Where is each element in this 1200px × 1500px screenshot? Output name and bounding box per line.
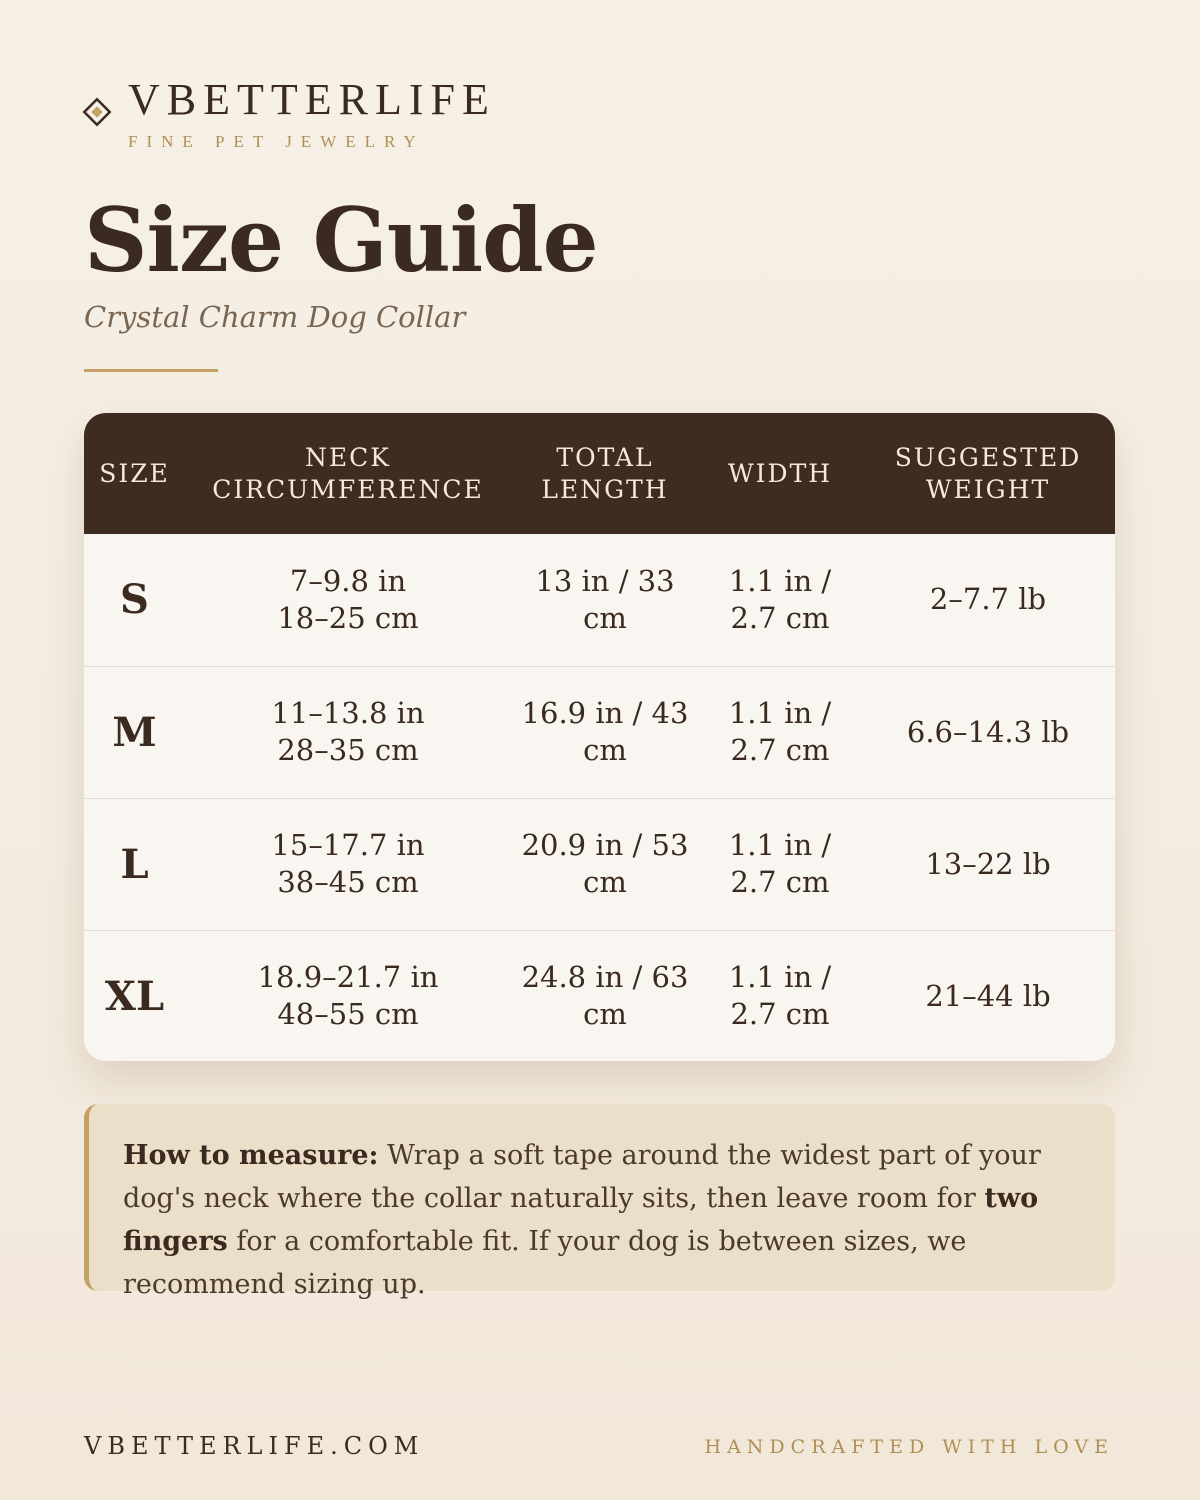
neck-in: 7–9.8 in — [289, 563, 407, 598]
length-cell: 24.8 in / 63 cm — [521, 960, 689, 1032]
brand-tagline: FINE PET JEWELRY — [128, 132, 425, 151]
header-suggested-weight: SUGGESTED WEIGHT — [894, 442, 1082, 504]
neck-cell — [185, 666, 511, 798]
note-text-after: for a comfortable fit. If your dog is between sizes, we recommend sizing up. — [123, 1226, 967, 1300]
header-total-length: TOTAL LENGTH — [541, 442, 669, 504]
size-label: XL — [104, 972, 165, 1020]
brand-name: VBETTERLIFE — [128, 75, 496, 124]
size-label: S — [120, 576, 149, 624]
neck-in: 11–13.8 in — [271, 696, 425, 730]
neck-cell — [185, 534, 511, 666]
footer-tagline: HANDCRAFTED WITH LOVE — [704, 1436, 1114, 1458]
table-row — [84, 534, 1115, 666]
header-width: WIDTH — [727, 458, 833, 488]
diamond-icon — [82, 97, 112, 127]
width-cell: 1.1 in / 2.7 cm — [728, 828, 832, 899]
weight-cell: 21–44 lb — [925, 978, 1051, 1013]
neck-cm: 28–35 cm — [277, 733, 419, 767]
title-divider — [84, 369, 218, 372]
table-row — [84, 930, 1115, 1061]
neck-cell — [185, 798, 511, 930]
neck-cm: 48–55 cm — [277, 997, 419, 1032]
note-text-before: Wrap a soft tape around the widest part of your dog's neck where the collar naturally sits, then leave room for — [123, 1140, 1041, 1214]
weight-cell: 2–7.7 lb — [929, 582, 1047, 617]
header-row — [84, 413, 1115, 534]
neck-cell — [185, 930, 511, 1061]
footer-website: VBETTERLIFE.COM — [84, 1432, 425, 1460]
brand-text — [128, 75, 496, 152]
neck-cm: 18–25 cm — [277, 600, 419, 635]
table-header — [84, 413, 1115, 534]
table-row — [84, 798, 1115, 930]
table-body — [84, 534, 1115, 1061]
table-row — [84, 666, 1115, 798]
page-subtitle: Crystal Charm Dog Collar — [84, 300, 466, 334]
size-label: M — [112, 708, 157, 756]
width-cell: 1.1 in / 2.7 cm — [728, 960, 832, 1032]
neck-cm: 38–45 cm — [277, 865, 419, 899]
width-cell: 1.1 in / 2.7 cm — [728, 563, 832, 635]
width-cell: 1.1 in / 2.7 cm — [728, 696, 832, 767]
header-size: SIZE — [99, 458, 170, 488]
neck-in: 15–17.7 in — [271, 828, 425, 862]
length-cell: 16.9 in / 43 cm — [521, 696, 689, 767]
note-label: How to measure: — [123, 1140, 379, 1171]
size-label: L — [120, 840, 149, 888]
measure-note — [84, 1104, 1115, 1300]
size-table-card — [84, 413, 1115, 1061]
length-cell: 13 in / 33 cm — [535, 563, 675, 635]
note-emphasis: two fingers — [123, 1183, 1039, 1257]
header-neck-circumference: NECK CIRCUMFERENCE — [212, 442, 484, 504]
page-title: Size Guide — [84, 188, 598, 292]
weight-cell: 13–22 lb — [925, 846, 1051, 881]
neck-in: 18.9–21.7 in — [257, 960, 439, 995]
brand-header — [82, 75, 496, 152]
size-table — [84, 413, 1115, 1061]
length-cell: 20.9 in / 53 cm — [521, 828, 689, 899]
weight-cell: 6.6–14.3 lb — [906, 714, 1070, 749]
